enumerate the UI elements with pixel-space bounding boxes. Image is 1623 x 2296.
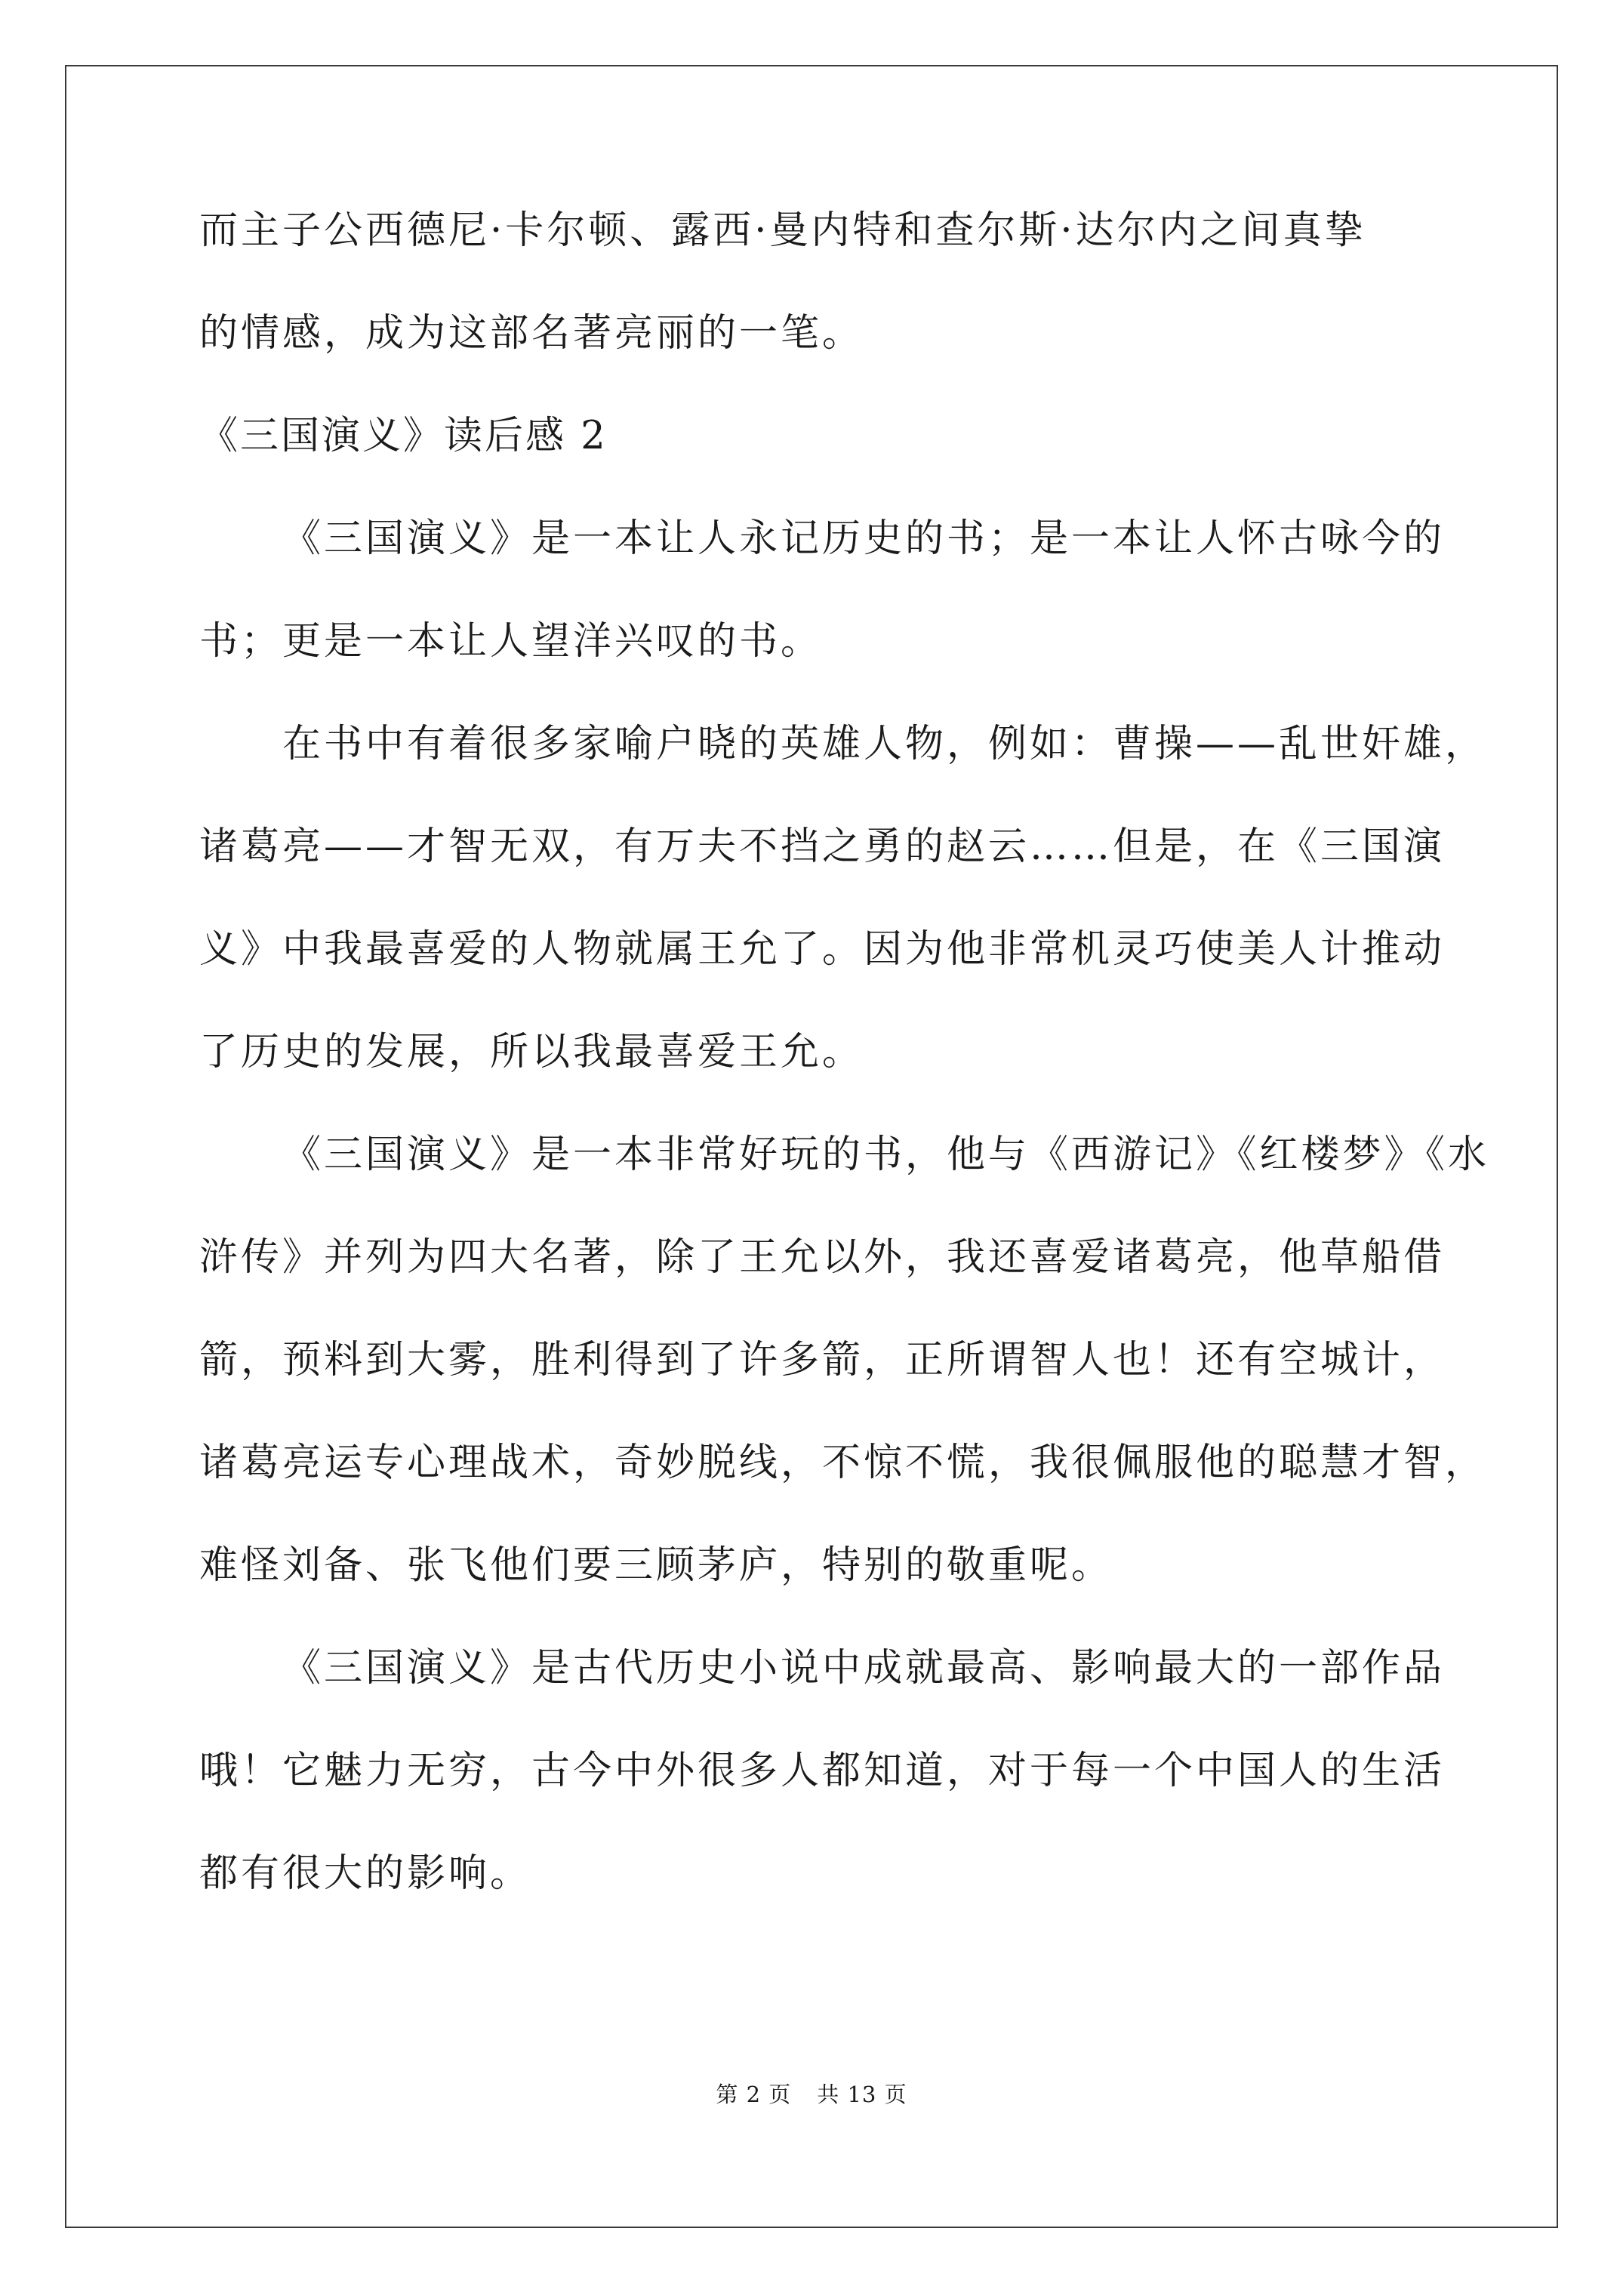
paragraph-first-line: 《三国演义》是一本让人永记历史的书；是一本让人怀古咏今的	[282, 516, 1446, 561]
text-line: 哦！它魅力无穷，古今中外很多人都知道，对于每一个中国人的生活	[199, 1749, 1446, 1793]
text-line: 都有很大的影响。	[199, 1851, 532, 1896]
text-line: 浒传》并列为四大名著，除了王允以外，我还喜爱诸葛亮，他草船借	[199, 1235, 1446, 1280]
text-line: 了历史的发展，所以我最喜爱王允。	[199, 1030, 864, 1074]
text-line: 义》中我最喜爱的人物就属王允了。因为他非常机灵巧使美人计推动	[199, 927, 1446, 972]
paragraph-first-line: 《三国演义》是古代历史小说中成就最高、影响最大的一部作品	[282, 1646, 1446, 1690]
page-number: 第 2 页	[716, 2082, 792, 2107]
page-footer	[0, 2078, 1623, 2109]
text-line: 诸葛亮——才智无双，有万夫不挡之勇的赵云……但是，在《三国演	[199, 824, 1446, 869]
paragraph-first-line: 在书中有着很多家喻户晓的英雄人物，例如：曹操——乱世奸雄，	[282, 722, 1487, 766]
text-line: 箭，预料到大雾，胜利得到了许多箭，正所谓智人也！还有空城计，	[199, 1338, 1446, 1382]
section-heading: 《三国演义》读后感 2	[199, 414, 608, 458]
paragraph-first-line: 《三国演义》是一本非常好玩的书，他与《西游记》《红楼梦》《水	[282, 1133, 1490, 1177]
text-line: 书；更是一本让人望洋兴叹的书。	[199, 619, 823, 664]
text-line: 难怪刘备、张飞他们要三顾茅庐，特别的敬重呢。	[199, 1543, 1113, 1588]
page-total: 共 13 页	[817, 2082, 907, 2107]
document-body	[199, 204, 1490, 1949]
text-line: 诸葛亮运专心理战术，奇妙脱线，不惊不慌，我很佩服他的聪慧才智，	[199, 1441, 1487, 1485]
text-line: 而主子公西德尼·卡尔顿、露西·曼内特和查尔斯·达尔内之间真挚	[199, 208, 1366, 253]
text-line: 的情感，成为这部名著亮丽的一笔。	[199, 311, 864, 356]
